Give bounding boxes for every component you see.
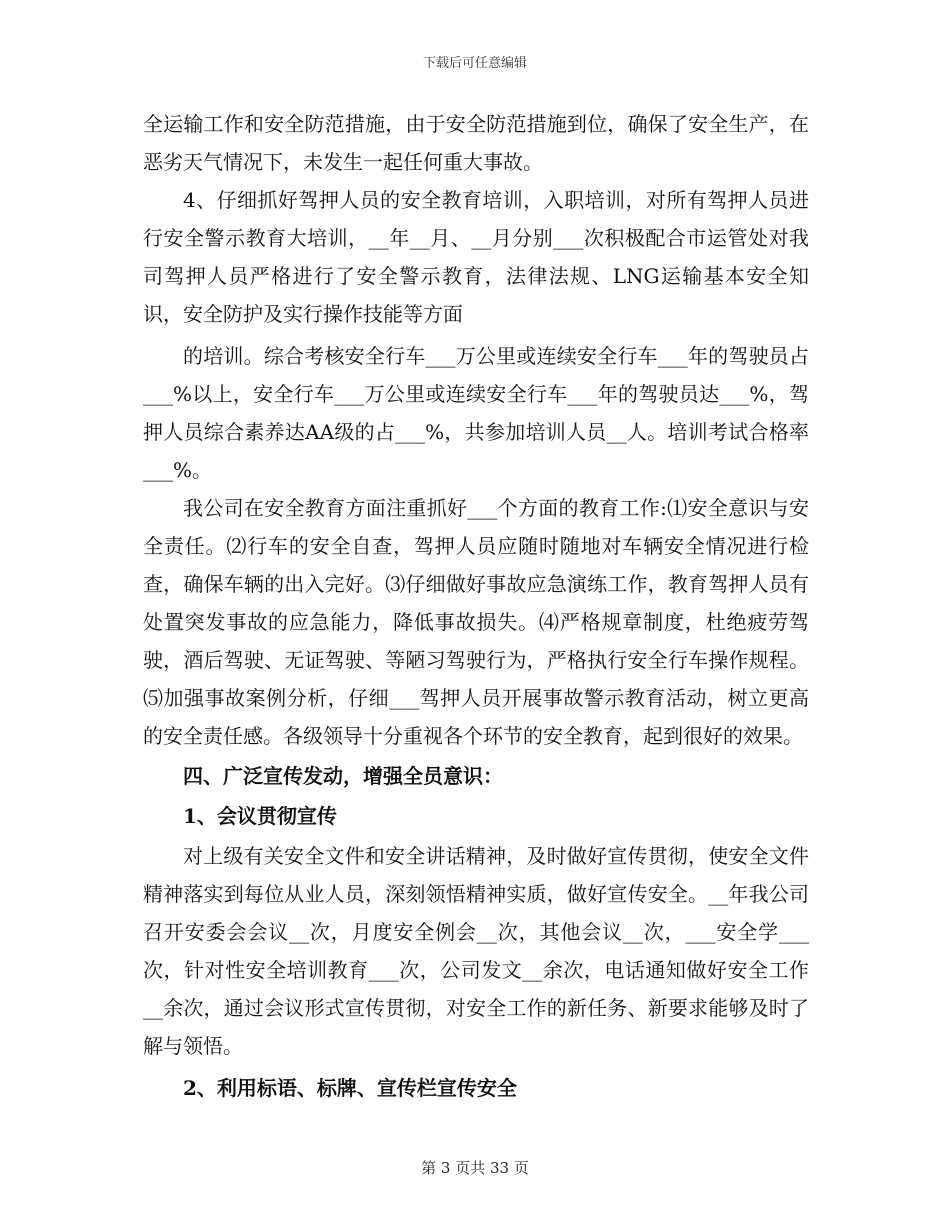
page-footer: 第 3 页共 33 页 — [421, 1159, 529, 1177]
subheading-slogans: 2、利用标语、标牌、宣传栏宣传安全 — [183, 1076, 517, 1100]
paragraph-training: 4、仔细抓好驾押人员的安全教育培训，入职培训，对所有驾押人员进行安全警示教育大培训，__年__月、__月分别___次积极配合市运管处对我司驾押人员严格进行了安全警示教育，法律法规、LNG运输基本安全知识，安全防护及实行操作技能等方面 — [143, 188, 809, 326]
page-header: 下载后可任意编辑 — [422, 56, 527, 71]
subheading-meetings: 1、会议贯彻宣传 — [183, 804, 337, 828]
section-heading-publicity: 四、广泛宣传发动，增强全员意识： — [183, 764, 503, 788]
paragraph-training-results: 的培训。综合考核安全行车___万公里或连续安全行车___年的驾驶员占___%以上，安全行车___万公里或连续安全行车___年的驾驶员达___%，驾押人员综合素养达AA级的占___%，共参加培训人员__人。培训考试合格率___%。 — [143, 344, 809, 482]
paragraph-continuation: 全运输工作和安全防范措施，由于安全防范措施到位，确保了安全生产，在恶劣天气情况下，未发生一起任何重大事故。 — [143, 112, 809, 174]
document-body — [143, 105, 809, 1109]
paragraph-meetings: 对上级有关安全文件和安全讲话精神，及时做好宣传贯彻，使安全文件精神落实到每位从业人员，深刻领悟精神实质，做好宣传安全。__年我公司召开安委会会议__次，月度安全例会__次，其他会议__次，___安全学___次，针对性安全培训教育___次，公司发文__余次，电话通知做好安全工作__余次，通过会议形式宣传贯彻，对安全工作的新任务、新要求能够及时了解与领悟。 — [143, 844, 809, 1058]
paragraph-education-aspects: 我公司在安全教育方面注重抓好___个方面的教育工作:⑴安全意识与安全责任。⑵行车的安全自查，驾押人员应随时随地对车辆安全情况进行检查，确保车辆的出入完好。⑶仔细做好事故应急演练工作，教育驾押人员有处置突发事故的应急能力，降低事故损失。⑷严格规章制度，杜绝疲劳驾驶，酒后驾驶、无证驾驶、等陋习驾驶行为，严格执行安全行车操作规程。⑸加强事故案例分析，仔细___驾押人员开展事故警示教育活动，树立更高的安全责任感。各级领导十分重视各个环节的安全教育，起到很好的效果。 — [143, 496, 809, 748]
